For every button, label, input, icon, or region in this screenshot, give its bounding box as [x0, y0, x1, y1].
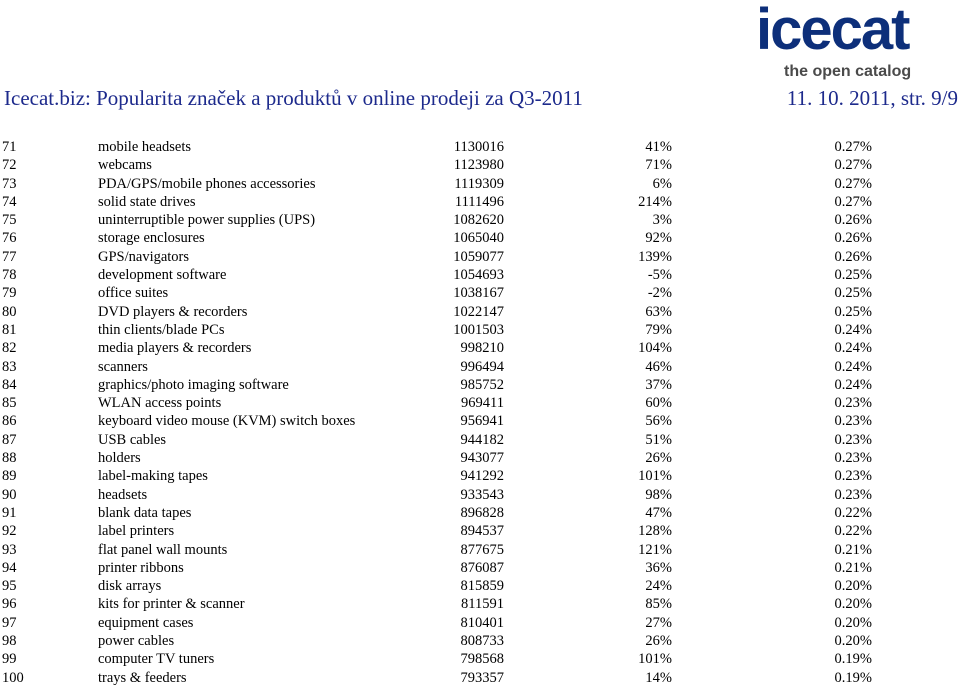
row-rank: 82	[2, 340, 17, 357]
row-count: 1001503	[453, 321, 504, 338]
table-row	[0, 559, 872, 577]
row-category: equipment cases	[98, 614, 194, 631]
table-row	[0, 650, 872, 668]
row-rank: 86	[2, 413, 17, 430]
row-rank: 74	[2, 193, 17, 210]
table-row	[0, 138, 872, 156]
row-category: headsets	[98, 486, 148, 503]
row-count: 969411	[461, 395, 504, 412]
table-row	[0, 467, 872, 485]
row-category: disk arrays	[98, 578, 162, 595]
row-growth: 63%	[645, 303, 672, 320]
table-row	[0, 577, 872, 595]
table-row	[0, 156, 872, 174]
row-share: 0.23%	[834, 413, 872, 430]
table-row	[0, 266, 872, 284]
row-count: 1082620	[453, 212, 504, 229]
row-growth: 3%	[652, 212, 672, 229]
table-row	[0, 211, 872, 229]
table-row	[0, 431, 872, 449]
row-growth: 85%	[645, 596, 672, 613]
table-row	[0, 669, 872, 687]
row-count: 944182	[460, 431, 504, 448]
row-share: 0.24%	[834, 321, 872, 338]
table-row	[0, 303, 872, 321]
popularity-table	[0, 138, 872, 687]
row-count: 956941	[460, 413, 504, 430]
row-category: thin clients/blade PCs	[98, 321, 225, 338]
row-growth: 6%	[652, 175, 672, 192]
row-count: 1130016	[453, 139, 504, 155]
row-count: 1059077	[453, 248, 504, 265]
row-growth: 14%	[645, 669, 672, 686]
row-rank: 94	[2, 559, 17, 576]
row-count: 1119309	[454, 175, 504, 192]
row-count: 811591	[461, 596, 504, 613]
row-count: 810401	[460, 614, 504, 631]
row-growth: 24%	[645, 578, 672, 595]
table-row	[0, 175, 872, 193]
row-rank: 88	[2, 450, 17, 467]
row-category: solid state drives	[98, 193, 196, 210]
row-share: 0.25%	[834, 303, 872, 320]
row-share: 0.20%	[834, 596, 872, 613]
row-category: PDA/GPS/mobile phones accessories	[98, 175, 316, 192]
row-rank: 77	[2, 248, 17, 265]
row-share: 0.23%	[834, 486, 872, 503]
table-row	[0, 595, 872, 613]
row-rank: 100	[2, 669, 24, 686]
row-growth: 121%	[638, 541, 672, 558]
row-category: webcams	[98, 157, 152, 174]
table-row	[0, 358, 872, 376]
row-category: trays & feeders	[98, 669, 187, 686]
row-growth: 104%	[638, 340, 672, 357]
row-rank: 79	[2, 285, 17, 302]
row-count: 815859	[460, 578, 504, 595]
popularity-table-body	[0, 138, 872, 687]
row-growth: 128%	[638, 523, 672, 540]
row-share: 0.19%	[834, 669, 872, 686]
table-row	[0, 394, 872, 412]
row-share: 0.27%	[834, 157, 872, 174]
row-count: 941292	[460, 468, 504, 485]
row-count: 876087	[460, 559, 504, 576]
row-category: kits for printer & scanner	[98, 596, 245, 613]
row-share: 0.27%	[834, 139, 872, 155]
row-share: 0.23%	[834, 431, 872, 448]
row-count: 998210	[460, 340, 504, 357]
row-rank: 84	[2, 376, 17, 393]
row-share: 0.26%	[834, 230, 872, 247]
row-growth: -5%	[647, 267, 672, 284]
row-rank: 96	[2, 596, 17, 613]
table-row	[0, 614, 872, 632]
row-rank: 89	[2, 468, 17, 485]
table-row	[0, 193, 872, 211]
row-rank: 85	[2, 395, 17, 412]
row-category: storage enclosures	[98, 230, 205, 247]
row-category: computer TV tuners	[98, 651, 215, 668]
table-row	[0, 339, 872, 357]
row-rank: 76	[2, 230, 17, 247]
row-share: 0.23%	[834, 450, 872, 467]
row-share: 0.20%	[834, 633, 872, 650]
logo-wordmark: icecat	[756, 0, 909, 62]
page-date-and-number: 11. 10. 2011, str. 9/9	[786, 86, 958, 110]
row-share: 0.27%	[834, 193, 872, 210]
row-category: WLAN access points	[98, 395, 222, 412]
row-category: label printers	[98, 523, 175, 540]
row-growth: 92%	[645, 230, 672, 247]
row-count: 943077	[460, 450, 504, 467]
row-count: 985752	[460, 376, 504, 393]
row-growth: 56%	[645, 413, 672, 430]
row-rank: 80	[2, 303, 17, 320]
row-share: 0.21%	[834, 541, 872, 558]
row-share: 0.24%	[834, 358, 872, 375]
row-growth: 101%	[638, 651, 672, 668]
row-share: 0.23%	[834, 395, 872, 412]
row-category: flat panel wall mounts	[98, 541, 228, 558]
row-growth: 51%	[645, 431, 672, 448]
table-row	[0, 632, 872, 650]
row-category: holders	[98, 450, 141, 467]
row-share: 0.23%	[834, 468, 872, 485]
row-count: 1054693	[453, 267, 504, 284]
row-rank: 98	[2, 633, 17, 650]
row-share: 0.22%	[834, 504, 872, 521]
row-category: graphics/photo imaging software	[98, 376, 289, 393]
row-rank: 87	[2, 431, 17, 448]
table-row	[0, 522, 872, 540]
table-row	[0, 541, 872, 559]
row-rank: 71	[2, 139, 17, 155]
row-growth: 79%	[645, 321, 672, 338]
table-row	[0, 229, 872, 247]
row-category: uninterruptible power supplies (UPS)	[98, 212, 316, 229]
row-category: blank data tapes	[98, 504, 192, 521]
row-share: 0.25%	[834, 285, 872, 302]
table-row	[0, 376, 872, 394]
table-row	[0, 504, 872, 522]
row-growth: 71%	[645, 157, 672, 174]
row-rank: 97	[2, 614, 17, 631]
row-rank: 72	[2, 157, 17, 174]
row-count: 1022147	[453, 303, 504, 320]
row-rank: 81	[2, 321, 17, 338]
row-category: label-making tapes	[98, 468, 208, 485]
row-rank: 78	[2, 267, 17, 284]
table-row	[0, 321, 872, 339]
row-growth: 98%	[645, 486, 672, 503]
table-row	[0, 449, 872, 467]
page-header	[0, 86, 960, 116]
row-growth: 101%	[638, 468, 672, 485]
table-row	[0, 284, 872, 302]
row-category: development software	[98, 267, 227, 284]
row-growth: 214%	[638, 193, 672, 210]
row-count: 1111496	[454, 193, 504, 210]
row-count: 896828	[460, 504, 504, 521]
row-rank: 95	[2, 578, 17, 595]
table-row	[0, 248, 872, 266]
logo-tagline: the open catalog	[784, 63, 912, 80]
row-share: 0.20%	[834, 578, 872, 595]
row-growth: 26%	[645, 450, 672, 467]
row-growth: 41%	[645, 139, 672, 155]
row-growth: 37%	[645, 376, 672, 393]
row-growth: 26%	[645, 633, 672, 650]
row-category: USB cables	[98, 431, 167, 448]
row-rank: 91	[2, 504, 17, 521]
row-category: office suites	[98, 285, 169, 302]
row-rank: 75	[2, 212, 17, 229]
row-growth: -2%	[647, 285, 672, 302]
row-share: 0.27%	[834, 175, 872, 192]
row-rank: 73	[2, 175, 17, 192]
row-category: mobile headsets	[98, 139, 192, 155]
row-count: 798568	[460, 651, 504, 668]
row-share: 0.26%	[834, 248, 872, 265]
row-share: 0.25%	[834, 267, 872, 284]
row-category: power cables	[98, 633, 175, 650]
row-rank: 83	[2, 358, 17, 375]
row-growth: 60%	[645, 395, 672, 412]
row-rank: 92	[2, 523, 17, 540]
row-growth: 27%	[645, 614, 672, 631]
row-share: 0.24%	[834, 340, 872, 357]
row-share: 0.20%	[834, 614, 872, 631]
row-count: 933543	[460, 486, 504, 503]
row-count: 877675	[460, 541, 504, 558]
row-count: 808733	[460, 633, 504, 650]
table-row	[0, 486, 872, 504]
row-share: 0.26%	[834, 212, 872, 229]
row-share: 0.22%	[834, 523, 872, 540]
icecat-logo	[748, 0, 948, 84]
row-rank: 90	[2, 486, 17, 503]
row-count: 1123980	[453, 157, 504, 174]
row-rank: 99	[2, 651, 17, 668]
row-growth: 139%	[638, 248, 672, 265]
row-count: 894537	[460, 523, 504, 540]
row-share: 0.21%	[834, 559, 872, 576]
page-title: Icecat.biz: Popularita značek a produktů v online prodeji za Q3-2011	[4, 86, 583, 110]
row-count: 1065040	[453, 230, 504, 247]
row-category: printer ribbons	[98, 559, 184, 576]
row-share: 0.24%	[834, 376, 872, 393]
row-growth: 47%	[645, 504, 672, 521]
row-category: DVD players & recorders	[98, 303, 248, 320]
row-count: 793357	[460, 669, 504, 686]
row-count: 996494	[460, 358, 504, 375]
row-category: media players & recorders	[98, 340, 252, 357]
table-row	[0, 412, 872, 430]
row-growth: 36%	[645, 559, 672, 576]
row-growth: 46%	[645, 358, 672, 375]
row-rank: 93	[2, 541, 17, 558]
row-category: GPS/navigators	[98, 248, 190, 265]
row-share: 0.19%	[834, 651, 872, 668]
row-category: keyboard video mouse (KVM) switch boxes	[98, 413, 356, 430]
row-category: scanners	[98, 358, 148, 375]
row-count: 1038167	[453, 285, 504, 302]
